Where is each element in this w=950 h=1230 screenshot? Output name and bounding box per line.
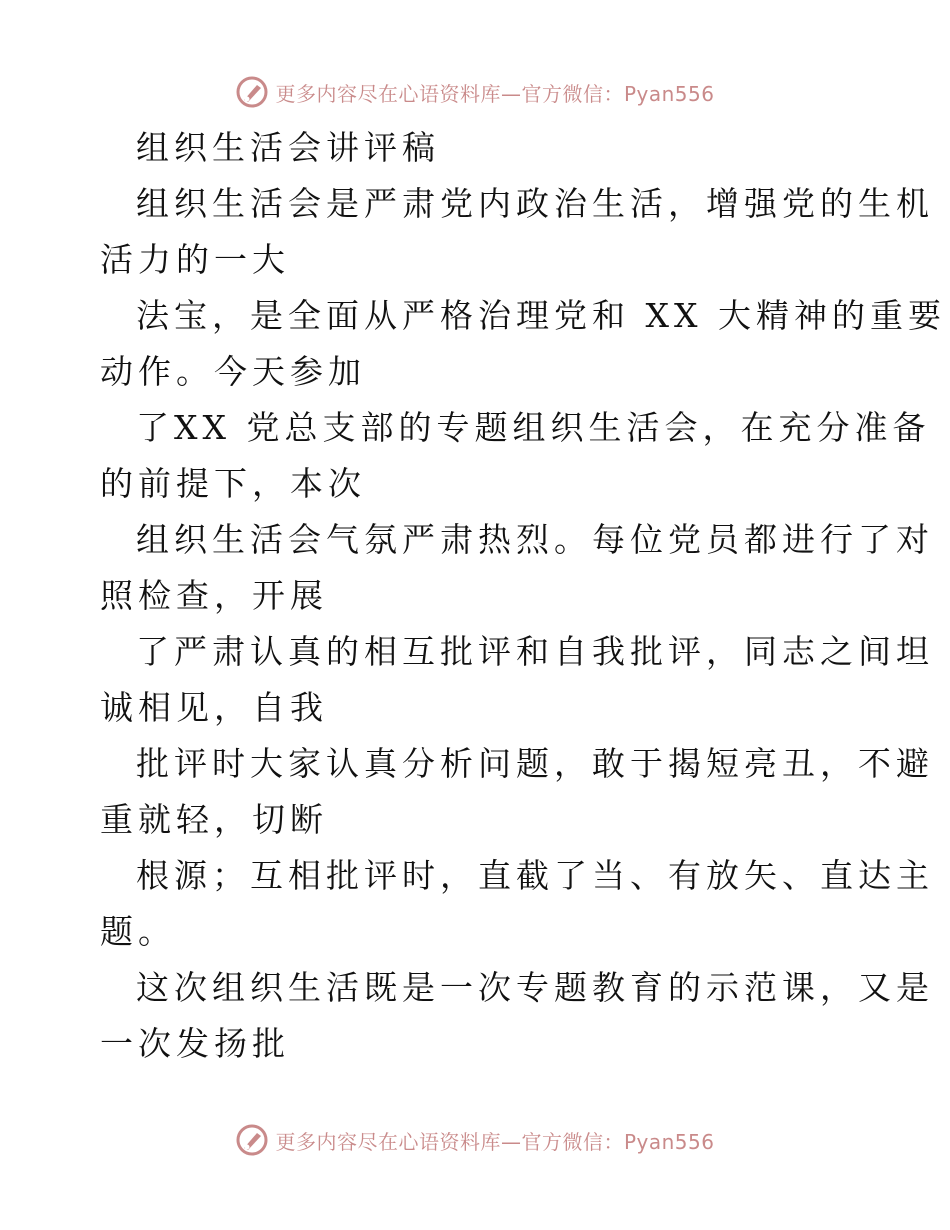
pen-logo-icon [235, 1123, 269, 1157]
watermark-text: 更多内容尽在心语资料库—官方微信：Pyan556 [275, 81, 715, 106]
header-watermark [0, 72, 950, 112]
document-title: 组织生活会讲评稿 [136, 128, 440, 167]
watermark-text: 更多内容尽在心语资料库—官方微信：Pyan556 [275, 1129, 715, 1154]
paragraph-line: 活力的一大 [100, 240, 290, 279]
paragraph-line: 一次发扬批 [100, 1024, 290, 1063]
paragraph-line: 根源；互相批评时，直截了当、有放矢、直达主 [136, 856, 934, 895]
paragraph-line: 题。 [100, 912, 176, 951]
pen-logo-icon [235, 75, 269, 109]
paragraph-line: 的前提下，本次 [100, 464, 366, 503]
paragraph-line: 动作。今天参加 [100, 352, 366, 391]
paragraph-line: 了严肃认真的相互批评和自我批评，同志之间坦 [136, 632, 934, 671]
paragraph-line: 了XX 党总支部的专题组织生活会，在充分准备 [136, 408, 931, 447]
paragraph-line: 批评时大家认真分析问题，敢于揭短亮丑，不避 [136, 744, 934, 783]
paragraph-line: 组织生活会气氛严肃热烈。每位党员都进行了对 [136, 520, 934, 559]
paragraph-line: 这次组织生活既是一次专题教育的示范课，又是 [136, 968, 934, 1007]
paragraph-line: 组织生活会是严肃党内政治生活，增强党的生机 [136, 184, 934, 223]
paragraph-line: 重就轻，切断 [100, 800, 328, 839]
paragraph-line: 照检查，开展 [100, 576, 328, 615]
document-body [100, 120, 946, 1072]
paragraph-line: 诚相见，自我 [100, 688, 328, 727]
footer-watermark [0, 1120, 950, 1160]
paragraph-line: 法宝，是全面从严格治理党和 XX 大精神的重要 [136, 296, 946, 335]
